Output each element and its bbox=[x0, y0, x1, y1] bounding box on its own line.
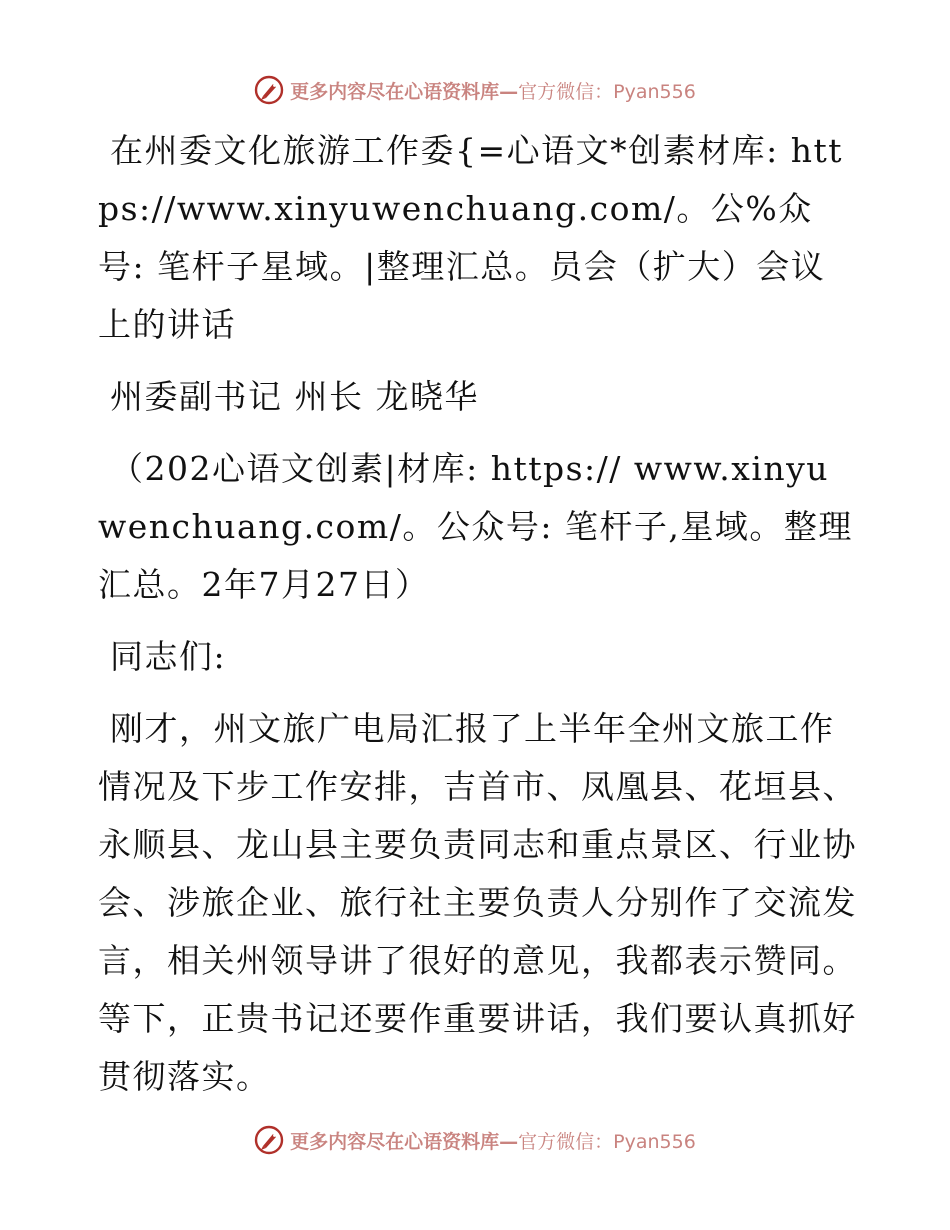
banner-dash: — bbox=[499, 1130, 519, 1153]
pen-nib-logo-icon bbox=[254, 75, 284, 105]
banner-text bbox=[290, 1127, 696, 1154]
banner-dash: — bbox=[499, 80, 519, 103]
banner-wechat-text: 官方微信：Pyan556 bbox=[518, 1130, 696, 1153]
banner-main-text: 更多内容尽在心语资料库 bbox=[290, 1130, 500, 1153]
speech-title: 在州委文化旅游工作委{=心语文*创素材库: https://www.xinyuwenchuang.com/。公%众号: 笔杆子星域。|整理汇总。员会（扩大）会议上的讲话 bbox=[98, 131, 844, 344]
footer-banner bbox=[0, 1120, 950, 1160]
speaker-line: 州委副书记 州长 龙晓华 bbox=[110, 377, 479, 416]
body-paragraph: 刚才，州文旅广电局汇报了上半年全州文旅工作情况及下步工作安排，吉首市、凤凰县、花垣县、永顺县、龙山县主要负责同志和重点景区、行业协会、涉旅企业、旅行社主要负责人分别作了交流发言，相关州领导讲了很好的意见，我都表示赞同。等下，正贵书记还要作重要讲话，我们要认真抓好贯彻落实。 bbox=[98, 709, 857, 1096]
banner-text bbox=[290, 77, 696, 104]
date-line: （202心语文创素|材库: https:// www.xinyuwenchuang.com/。公众号: 笔杆子,星域。整理汇总。2年7月27日） bbox=[98, 449, 853, 604]
document-body bbox=[98, 122, 858, 1106]
pen-nib-logo-icon bbox=[254, 1125, 284, 1155]
header-banner bbox=[0, 70, 950, 110]
banner-wechat-text: 官方微信：Pyan556 bbox=[518, 80, 696, 103]
banner-main-text: 更多内容尽在心语资料库 bbox=[290, 80, 500, 103]
salutation: 同志们: bbox=[110, 637, 227, 676]
